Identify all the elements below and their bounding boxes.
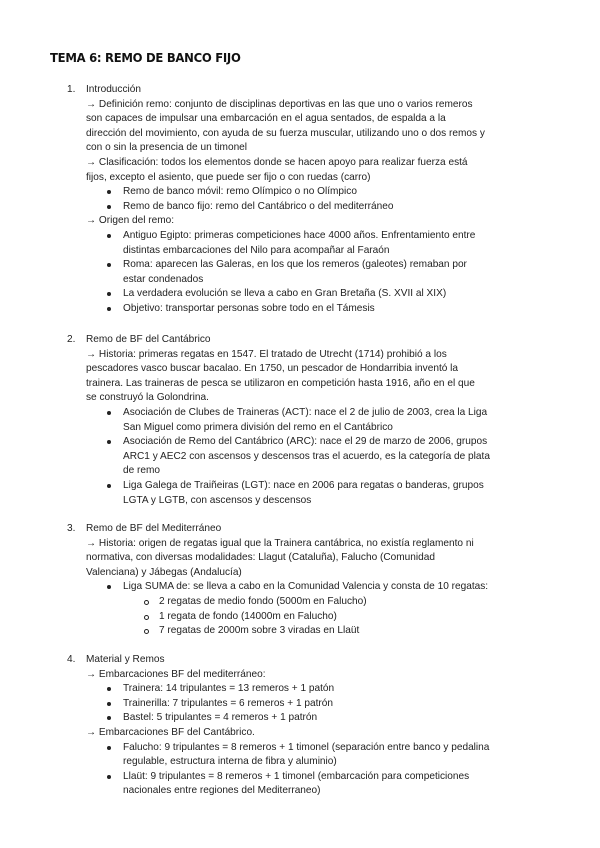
- bullet-item: 7 regatas de 2000m sobre 3 viradas en Llaüt: [159, 625, 360, 637]
- bullet-item: Liga Galega de Traiñeiras (LGT): nace en 2006 para regatas o banderas, grupos: [123, 480, 484, 491]
- section-number: 4.: [67, 654, 76, 665]
- text-line: → Historia: origen de regatas igual que la Trainera cantábrica, no existía reglamento ni: [86, 537, 474, 549]
- bullet-dot-icon: [107, 440, 111, 444]
- bullet-item: Falucho: 9 tripulantes = 8 remeros + 1 timonel (separación entre banco y pedalina: [123, 741, 490, 753]
- text-line: de remo: [123, 465, 161, 477]
- bullet-dot-icon: [107, 746, 111, 750]
- text-line: con o sin la presencia de un timonel: [86, 142, 248, 154]
- bullet-item: 1 regata de fondo (14000m en Falucho): [159, 610, 337, 622]
- bullet-dot-icon: [107, 263, 111, 267]
- bullet-dot-icon: [107, 716, 111, 720]
- bullet-item: La verdadera evolución se lleva a cabo en Gran Bretaña (S. XVII al XIX): [123, 288, 447, 300]
- bullet-dot-icon: [107, 190, 111, 194]
- text-line: trainera. Las traineras de pesca se utilizaron en competición hasta 1916, año en el que: [86, 377, 475, 389]
- bullet-item: Antiguo Egipto: primeras competiciones hace 4000 años. Enfrentamiento entre: [123, 230, 476, 241]
- text-line: → Definición remo: conjunto de disciplinas deportivas en las que uno o varios remeros: [86, 98, 473, 110]
- section-number: 2.: [67, 334, 76, 345]
- section-heading: Remo de BF del Mediterráneo: [86, 523, 222, 534]
- text-line: pescadores vasco buscar bacalao. En 1750, un pescador de Hondarribia inventó la: [86, 363, 459, 375]
- bullet-item: Roma: aparecen las Galeras, en los que los remeros (galeotes) remaban por: [123, 259, 467, 271]
- bullet-item: Objetivo: transportar personas sobre todo en el Támesis: [123, 303, 375, 314]
- bullet-item: Remo de banco fijo: remo del Cantábrico o del mediterráneo: [123, 200, 394, 212]
- bullet-dot-icon: [107, 585, 111, 589]
- bullet-dot-icon: [107, 702, 111, 706]
- bullet-item: Liga SUMA de: se lleva a cabo en la Comunidad Valencia y consta de 10 regatas:: [123, 581, 489, 593]
- text-line: ARC1 y AEC2 con ascensos y descensos tras el acuerdo, es la categoría de plata: [123, 450, 490, 462]
- bullet-dot-icon: [107, 205, 111, 209]
- bullet-item: Trainerilla: 7 tripulantes = 6 remeros + 1 patrón: [123, 697, 334, 709]
- text-line: Valenciana) y Jábegas (Andalucía): [86, 566, 242, 578]
- bullet-dot-icon: [107, 292, 111, 296]
- text-line: → Embarcaciones BF del mediterráneo:: [86, 668, 266, 680]
- bullet-dot-icon: [107, 484, 111, 488]
- text-line: → Origen del remo:: [86, 215, 175, 227]
- text-line: → Historia: primeras regatas en 1547. El tratado de Utrecht (1714) prohibió a los: [86, 348, 447, 360]
- text-line: → Embarcaciones BF del Cantábrico.: [86, 727, 255, 738]
- text-line: estar condenados: [123, 273, 204, 285]
- bullet-circle-icon: [144, 629, 149, 634]
- bullet-item: Asociación de Remo del Cantábrico (ARC): nace el 29 de marzo de 2006, grupos: [123, 436, 488, 448]
- section-number: 1.: [67, 84, 76, 95]
- bullet-item: Remo de banco móvil: remo Olímpico o no Olímpico: [123, 186, 357, 198]
- bullet-dot-icon: [107, 307, 111, 311]
- bullet-item: 2 regatas de medio fondo (5000m en Falucho): [159, 596, 367, 607]
- section-heading: Remo de BF del Cantábrico: [86, 334, 211, 345]
- bullet-item: Bastel: 5 tripulantes = 4 remeros + 1 patrón: [123, 712, 318, 724]
- text-line: normativa, con diversas modalidades: Llagut (Cataluña), Falucho (Comunidad: [86, 552, 435, 564]
- text-line: distintas embarcaciones del Nilo para acompañar al Faraón: [123, 244, 390, 256]
- text-line: fijos, excepto el asiento, que puede ser fijo o con ruedas (carro): [86, 171, 371, 183]
- text-line: regulable, estructura interna de fibra y aluminio): [123, 756, 337, 768]
- text-line: LGTA y LGTB, con ascensos y descensos: [123, 494, 312, 506]
- document-title: TEMA 6: REMO DE BANCO FIJO: [50, 50, 241, 65]
- text-line: San Miguel como primera división del remo en el Cantábrico: [123, 421, 393, 433]
- bullet-item: Asociación de Clubes de Traineras (ACT): nace el 2 de julio de 2003, crea la Liga: [123, 407, 488, 418]
- section-heading: Material y Remos: [86, 654, 165, 665]
- bullet-dot-icon: [107, 234, 111, 238]
- bullet-circle-icon: [144, 600, 149, 605]
- bullet-dot-icon: [107, 411, 111, 415]
- bullet-item: Llaüt: 9 tripulantes = 8 remeros + 1 timonel (embarcación para competiciones: [123, 770, 470, 782]
- text-line: se construyó la Golondrina.: [86, 392, 209, 404]
- text-line: nacionales entre regiones del Mediterraneo): [123, 785, 321, 797]
- text-line: → Clasificación: todos los elementos donde se hacen apoyo para realizar fuerza está: [86, 157, 468, 168]
- section-heading: Introducción: [86, 84, 141, 95]
- bullet-circle-icon: [144, 615, 149, 620]
- bullet-item: Trainera: 14 tripulantes = 13 remeros + 1 patón: [123, 683, 335, 695]
- text-line: son capaces de impulsar una embarcación en el agua sentados, de espalda a la: [86, 113, 446, 125]
- bullet-dot-icon: [107, 687, 111, 691]
- bullet-dot-icon: [107, 775, 111, 779]
- text-line: dirección del movimiento, con ayuda de su fuerza muscular, utilizando uno o dos remos y: [86, 127, 485, 139]
- section-number: 3.: [67, 523, 76, 534]
